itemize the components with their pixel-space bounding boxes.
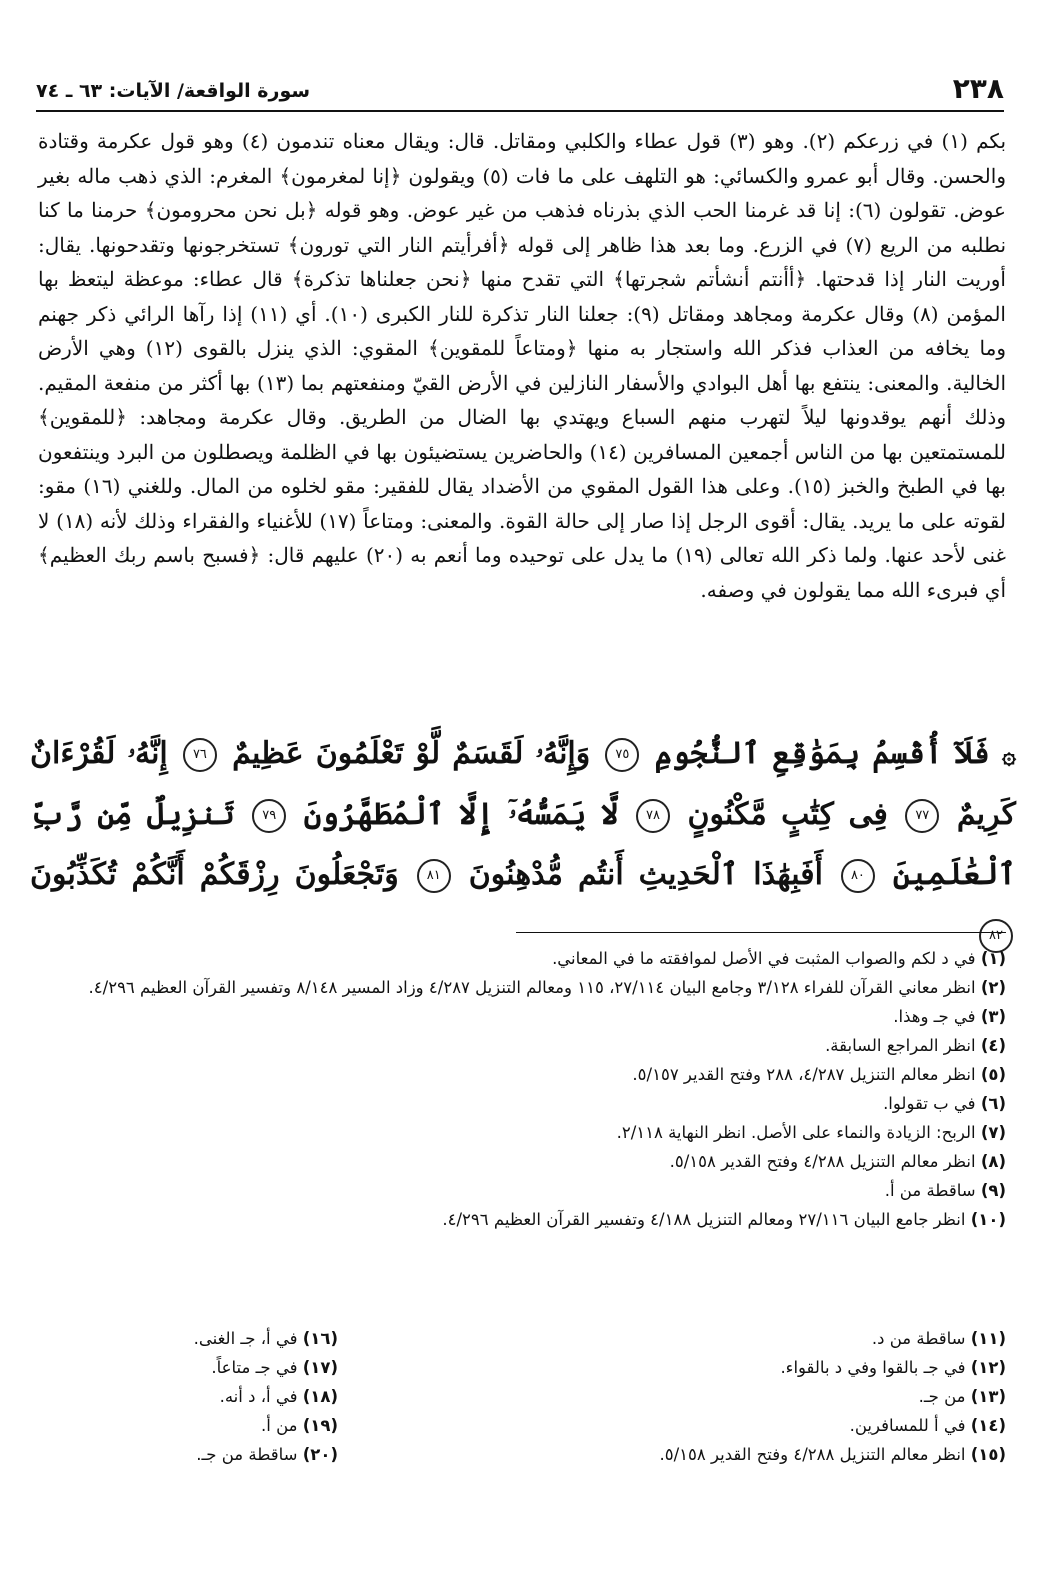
verse-number-marker: ٨٠ [841,859,875,893]
footnote: (١٢) في جـ بالقوا وفي د بالقواء. [780,1358,1006,1377]
footnotes-left-column [38,1324,338,1469]
footnote: (٩) ساقطة من أ. [884,1181,1006,1200]
verse-text: وَتَجْعَلُونَ رِزْقَكُمْ أَنَّكُمْ تُكَذِّبُونَ [30,857,399,892]
commentary-body [38,124,1006,607]
verse-text: إِنَّهُۥ لَقُرْءَانٌ كَرِيمٌ [30,736,1016,832]
verse-number-marker: ٨٢ [979,919,1013,953]
footnote: (١٧) في جـ متاعاً. [211,1358,338,1377]
hizb-ornament-icon: ۞ [1001,740,1017,769]
footnote: (٦) في ب تقولوا. [883,1094,1006,1113]
footnote: (١٣) من جـ. [918,1387,1006,1406]
verse-number-marker: ٧٩ [252,799,286,833]
verse-text: لَّا يَمَسُّهُۥٓ إِلَّا ٱلْمُطَهَّرُونَ [303,797,619,832]
commentary-paragraph: بكم (١) في زرعكم (٢). وهو (٣) قول عطاء والكلبي ومقاتل. قال: ويقال معناه تندمون (٤) وهو قول عكرمة وقتادة والحسن. وقال أبو عمرو والكسائي: هو التلهف على ما فات (٥) ويقولون ﴿إنا لمغرمون﴾ المغرم: الذي ذهب ماله بغير عوض. تقولون (٦): إنا قد غرمنا الحب الذي بذرناه فذهب من غير عوض. وهو قوله ﴿بل نحن محرومون﴾ حرمنا ما كنا نطلبه من الريع (٧) في الزرع. وما بعد هذا ظاهر إلى قوله ﴿أفرأيتم النار التي تورون﴾ تستخرجونها وتقدحونها. يقال: أوريت النار إذا قدحتها. ﴿أأنتم أنشأتم شجرتها﴾ التي تقدح منها ﴿نحن جعلناها تذكرة﴾ قال عطاء: موعظة ليتعظ بها المؤمن (٨) وقال عكرمة ومجاهد ومقاتل (٩): جعلنا النار تذكرة للنار الكبرى (١٠). أي (١١) إذا رآها الرائي ذكر جهنم وما يخافه من العذاب فذكر الله واستجار به منها ﴿ومتاعاً للمقوين﴾ المقوي: الذي ينزل بالقوى (١٢) وهي الأرض الخالية. والمعنى: ينتفع بها أهل البوادي والأسفار النازلين في الأرض القيّ ومنفعتهم بما (١٣) بها أكثر من منفعة المقيم. وذلك أنهم يوقدونها ليلاً لتهرب منهم السباع ويهتدي بها الضال من الطريق. وقال عكرمة ومجاهد: ﴿للمقوين﴾ للمستمتعين بها من الناس أجمعين المسافرين (١٤) والحاضرين يستضيئون بها في الظلمة ويصطلون من البرد وينتفعون بها في الطبخ والخبز (١٥). وعلى هذا القول المقوي من الأضداد يقال للفقير: مقو لخلوه من المال. وللغني (١٦) مقو: لقوته على ما يريد. يقال: أقوى الرجل إذا صار إلى حالة القوة. والمعنى: ومتاعاً (١٧) للأغنياء والفقراء وذلك لأنه (١٨) لا غنى لأحد عنها. ولما ذكر الله تعالى (١٩) ما يدل على توحيده وما أنعم به (٢٠) عليهم قال: ﴿فسبح باسم ربك العظيم﴾ أي فبرىء الله مما يقولون في وصفه. [38,129,1007,602]
footnote: (٢٠) ساقطة من جـ. [196,1445,338,1464]
verse-text: فَلَآ أُقْسِمُ بِمَوَٰقِعِ ٱلنُّجُومِ [654,736,990,771]
verse-number-marker: ٧٧ [905,799,939,833]
running-header [36,70,1004,112]
footnote: (١٦) في أ، جـ الغنى. [193,1329,338,1348]
footnote: (٥) انظر معالم التنزيل ٤/٢٨٧، ٢٨٨ وفتح القدير ٥/١٥٧. [632,1065,1006,1084]
footnote: (١٠) انظر جامع البيان ٢٧/١١٦ ومعالم التنزيل ٤/١٨٨ وتفسير القرآن العظيم ٤/٢٩٦. [442,1210,1006,1229]
footnotes-full-width [38,944,1006,1234]
footnote: (٢) انظر معاني القرآن للفراء ٣/١٢٨ وجامع البيان ٢٧/١١٤، ١١٥ ومعالم التنزيل ٤/٢٨٧ وزاد المسير ٨/١٤٨ وتفسير القرآن العظيم ٤/٢٩٦. [88,978,1006,997]
running-title: سورة الواقعة/ الآيات: ٦٣ ـ ٧٤ [36,80,311,102]
verse-number-marker: ٧٦ [183,738,217,772]
verse-number-marker: ٧٥ [605,738,639,772]
footnote: (٣) في جـ وهذا. [893,1007,1006,1026]
quran-verses [30,724,1016,965]
footnote: (١) في د لكم والصواب المثبت في الأصل لموافقته ما في المعاني. [552,949,1006,968]
footnote: (١٥) انظر معالم التنزيل ٤/٢٨٨ وفتح القدير ٥/١٥٨. [659,1445,1006,1464]
verse-text: أَفَبِهَٰذَا ٱلْحَدِيثِ أَنتُم مُّدْهِنُونَ [468,857,823,892]
footnote: (١٤) في أ للمسافرين. [849,1416,1006,1435]
footnote: (١١) ساقطة من د. [871,1329,1006,1348]
footnote: (٧) الربح: الزيادة والنماء على الأصل. انظر النهاية ٢/١١٨. [616,1123,1006,1142]
footnotes-two-columns [38,1324,1006,1484]
page-number: ٢٣٨ [952,72,1004,105]
footnote-divider [516,932,1006,933]
verse-text: تَنزِيلٌ مِّن رَّبِّ ٱلْعَٰلَمِينَ [30,797,1016,892]
verse-text: فِى كِتَٰبٍ مَّكْنُونٍ [687,797,888,832]
footnote: (٤) انظر المراجع السابقة. [825,1036,1006,1055]
verse-number-marker: ٧٨ [636,799,670,833]
verse-text: وَإِنَّهُۥ لَقَسَمٌ لَّوْ تَعْلَمُونَ عَظِيمٌ [232,736,591,771]
footnotes-right-column [386,1324,1006,1469]
footnote: (٨) انظر معالم التنزيل ٤/٢٨٨ وفتح القدير ٥/١٥٨. [669,1152,1006,1171]
verse-number-marker: ٨١ [417,859,451,893]
footnote: (١٨) في أ، د أنه. [219,1387,338,1406]
footnote: (١٩) من أ. [261,1416,338,1435]
